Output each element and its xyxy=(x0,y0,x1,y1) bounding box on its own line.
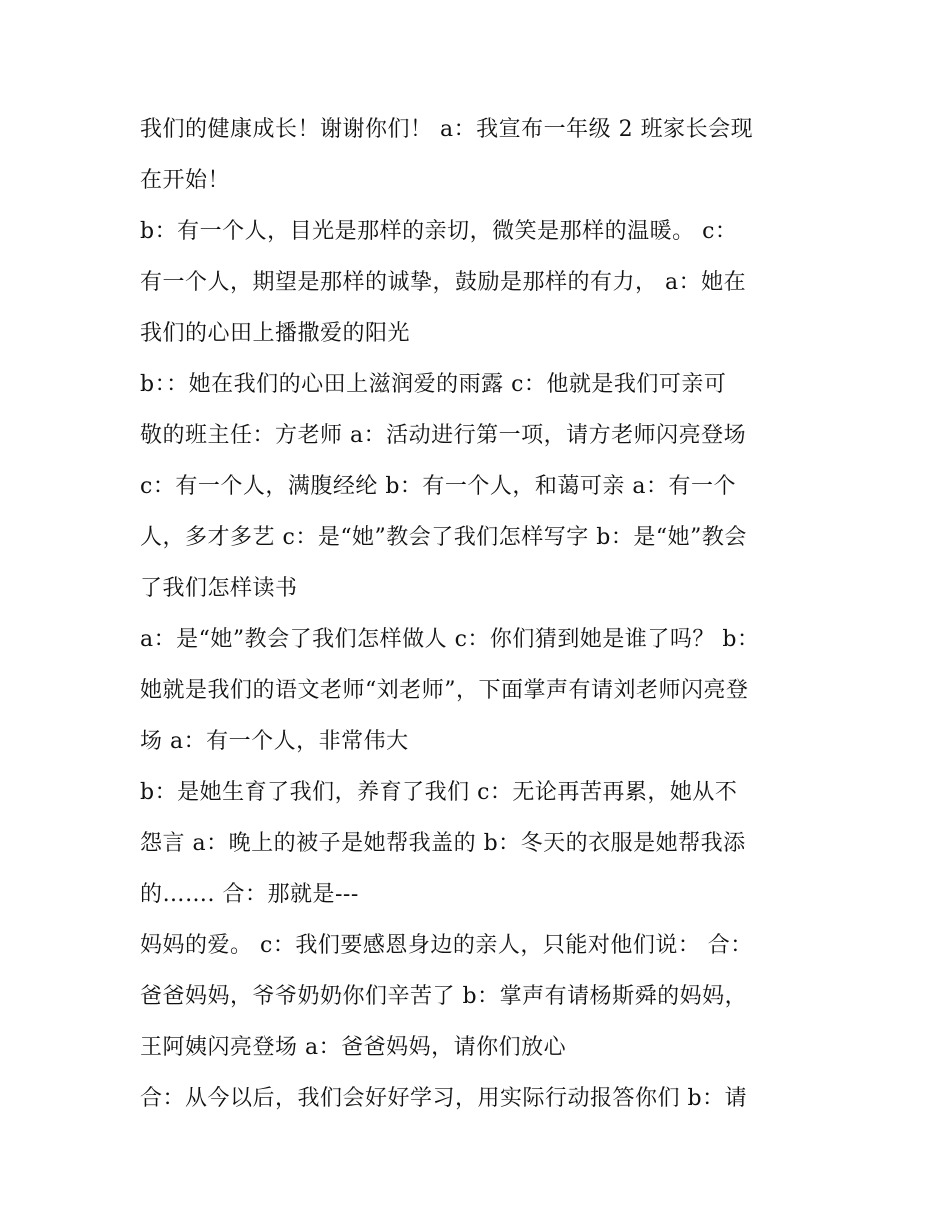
document-body xyxy=(140,104,820,1124)
text-line: 合：从今以后，我们会好好学习，用实际行动报答你们 b：请 xyxy=(140,1086,748,1111)
text-line: 我们的心田上播撒爱的阳光 xyxy=(140,321,411,346)
text-line: a：是“她”教会了我们怎样做人 c：你们猜到她是谁了吗？ b： xyxy=(140,627,760,652)
text-line: 有一个人，期望是那样的诚挚，鼓励是那样的有力， a：她在 xyxy=(140,270,747,295)
text-line: 我们的健康成长！谢谢你们！ a：我宣布一年级 2 班家长会现 xyxy=(140,117,754,142)
text-line: 了我们怎样读书 xyxy=(140,576,298,601)
text-line: 她就是我们的语文老师“刘老师”，下面掌声有请刘老师闪亮登 xyxy=(140,678,749,703)
text-line: 敬的班主任：方老师 a：活动进行第一项，请方老师闪亮登场 xyxy=(140,423,747,448)
text-line: b：：她在我们的心田上滋润爱的雨露 c：他就是我们可亲可 xyxy=(140,372,727,397)
text-line: b：是她生育了我们，养育了我们 c：无论再苦再累，她从不 xyxy=(140,780,738,805)
text-line: 怨言 a：晚上的被子是她帮我盖的 b：冬天的衣服是她帮我添 xyxy=(140,831,746,856)
text-line: 爸爸妈妈，爷爷奶奶你们辛苦了 b：掌声有请杨斯舜的妈妈， xyxy=(140,984,748,1009)
text-line: 人，多才多艺 c：是“她”教会了我们怎样写字 b：是“她”教会 xyxy=(140,525,747,550)
text-line: 妈妈的爱。 c：我们要感恩身边的亲人，只能对他们说： 合： xyxy=(140,933,753,958)
text-line: 王阿姨闪亮登场 a：爸爸妈妈，请你们放心 xyxy=(140,1035,567,1060)
text-line: 的……. 合：那就是--- xyxy=(140,882,359,907)
text-line: 在开始！ xyxy=(140,168,231,193)
text-line: b：有一个人，目光是那样的亲切，微笑是那样的温暖。 c： xyxy=(140,219,738,244)
text-line: 场 a：有一个人，非常伟大 xyxy=(140,729,409,754)
text-line: c：有一个人，满腹经纶 b：有一个人，和蔼可亲 a：有一个 xyxy=(140,474,737,499)
